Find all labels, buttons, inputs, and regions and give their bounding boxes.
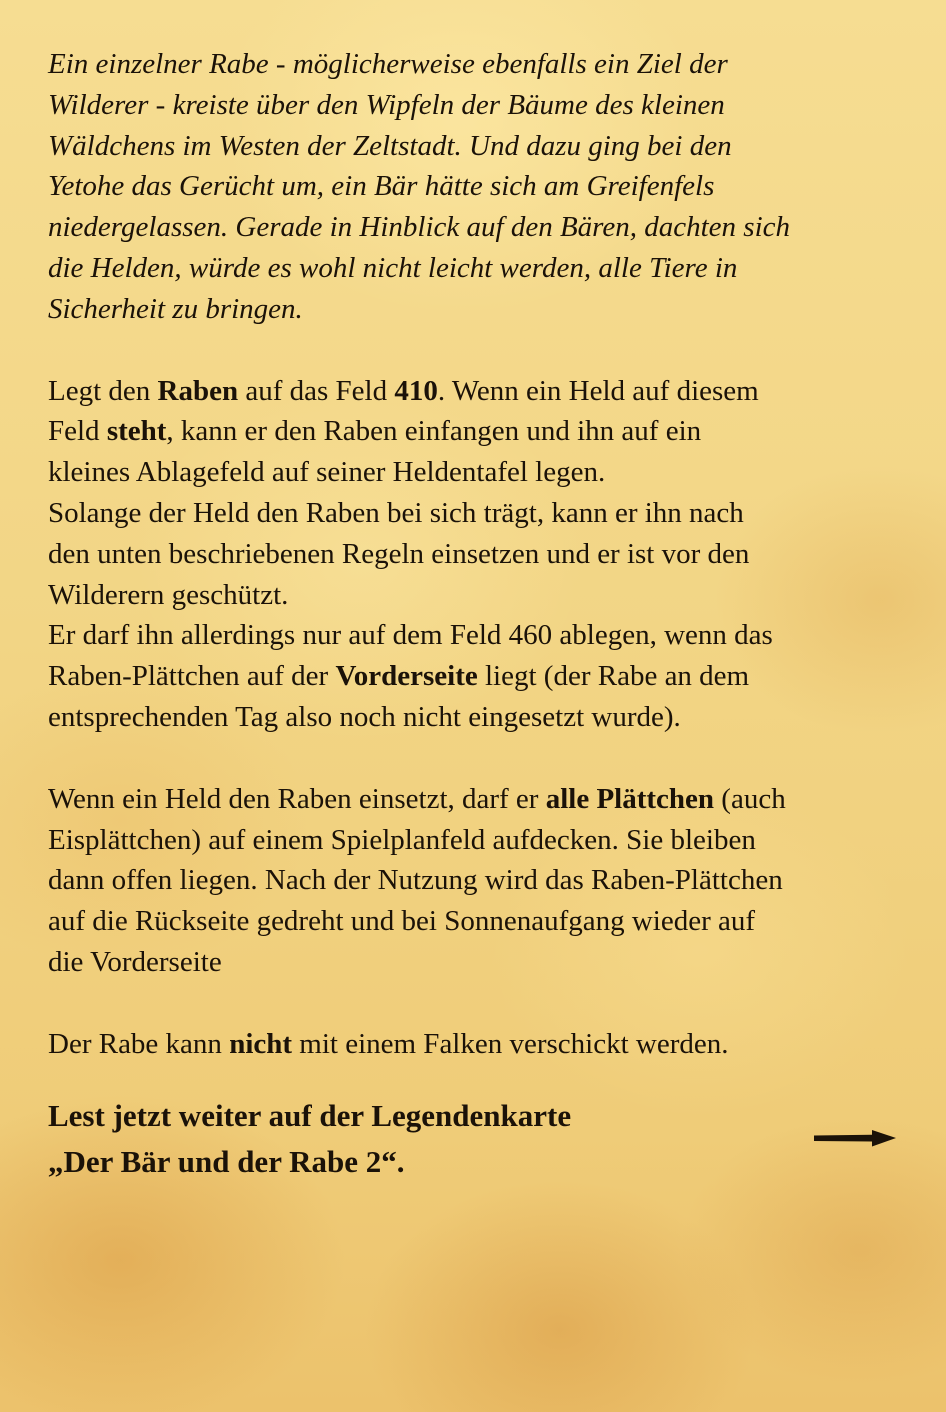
intro-line: Wilderer - kreiste über den Wipfeln der Bäume des kleinen bbox=[48, 88, 725, 121]
rules-line: Wilderern geschützt. bbox=[48, 578, 289, 611]
usage-text: Wenn ein Held den Raben einsetzt, darf er bbox=[48, 782, 546, 815]
usage-text: (auch bbox=[714, 782, 786, 815]
stands-keyword: steht bbox=[106, 415, 167, 448]
rules-paragraph bbox=[48, 371, 928, 738]
raven-keyword: Raben bbox=[157, 374, 239, 407]
usage-paragraph bbox=[48, 779, 928, 983]
legend-card-body bbox=[48, 44, 928, 1065]
intro-line: Yetohe das Gerücht um, ein Bär hätte sich am Greifenfels bbox=[48, 170, 715, 203]
rules-line: den unten beschriebenen Regeln einsetzen und er ist vor den bbox=[48, 537, 750, 570]
intro-line: Wäldchens im Westen der Zeltstadt. Und dazu ging bei den bbox=[48, 129, 732, 162]
intro-paragraph bbox=[48, 44, 928, 330]
paragraph-spacer bbox=[48, 983, 928, 1024]
usage-line bbox=[48, 779, 928, 820]
rules-line: Er darf ihn allerdings nur auf dem Feld 460 ablegen, wenn das bbox=[48, 619, 773, 652]
paragraph-spacer bbox=[48, 738, 928, 779]
intro-line: Sicherheit zu bringen. bbox=[48, 292, 303, 325]
front-side-keyword: Vorderseite bbox=[335, 660, 478, 693]
rules-text: , kann er den Raben einfangen und ihn auf ein bbox=[166, 415, 702, 448]
rules-text: auf das Feld bbox=[238, 374, 395, 407]
rules-line bbox=[48, 656, 928, 697]
falcon-text: Der Rabe kann bbox=[48, 1027, 230, 1060]
usage-line: die Vorderseite bbox=[48, 945, 222, 978]
rules-line bbox=[48, 411, 928, 452]
all-tiles-keyword: alle Plättchen bbox=[545, 782, 715, 815]
rules-text: liegt (der Rabe an dem bbox=[477, 660, 750, 693]
intro-line: Ein einzelner Rabe - möglicherweise ebenfalls ein Ziel der bbox=[48, 48, 728, 80]
field-number: 410 bbox=[394, 374, 438, 407]
rules-line bbox=[48, 371, 928, 412]
rules-line: Solange der Held den Raben bei sich trägt, kann er ihn nach bbox=[48, 496, 744, 529]
usage-line: auf die Rückseite gedreht und bei Sonnenaufgang wieder auf bbox=[48, 905, 756, 938]
not-keyword: nicht bbox=[229, 1027, 293, 1060]
intro-line: die Helden, würde es wohl nicht leicht werden, alle Tiere in bbox=[48, 251, 738, 284]
continue-card-title: „Der Bär und der Rabe 2“. bbox=[48, 1144, 405, 1179]
intro-line: niedergelassen. Gerade in Hinblick auf den Bären, dachten sich bbox=[48, 211, 791, 244]
rules-line: kleines Ablagefeld auf seiner Heldentafel legen. bbox=[48, 456, 606, 489]
falcon-text: mit einem Falken verschickt werden. bbox=[292, 1027, 729, 1060]
arrow-right-icon bbox=[812, 1122, 898, 1154]
rules-text: Feld bbox=[48, 415, 107, 448]
rules-text: Raben-Plättchen auf der bbox=[48, 660, 336, 693]
falcon-paragraph bbox=[48, 1024, 928, 1065]
continue-line: Lest jetzt weiter auf der Legendenkarte bbox=[48, 1098, 572, 1133]
falcon-line bbox=[48, 1024, 928, 1065]
usage-line: Eisplättchen) auf einem Spielplanfeld aufdecken. Sie bleiben bbox=[48, 823, 756, 856]
usage-line: dann offen liegen. Nach der Nutzung wird das Raben-Plättchen bbox=[48, 864, 783, 897]
continue-instruction bbox=[48, 1093, 571, 1185]
rules-text: Legt den bbox=[48, 374, 158, 407]
paragraph-spacer bbox=[48, 330, 928, 371]
rules-text: . Wenn ein Held auf diesem bbox=[437, 374, 759, 407]
rules-line: entsprechenden Tag also noch nicht eingesetzt wurde). bbox=[48, 700, 681, 733]
